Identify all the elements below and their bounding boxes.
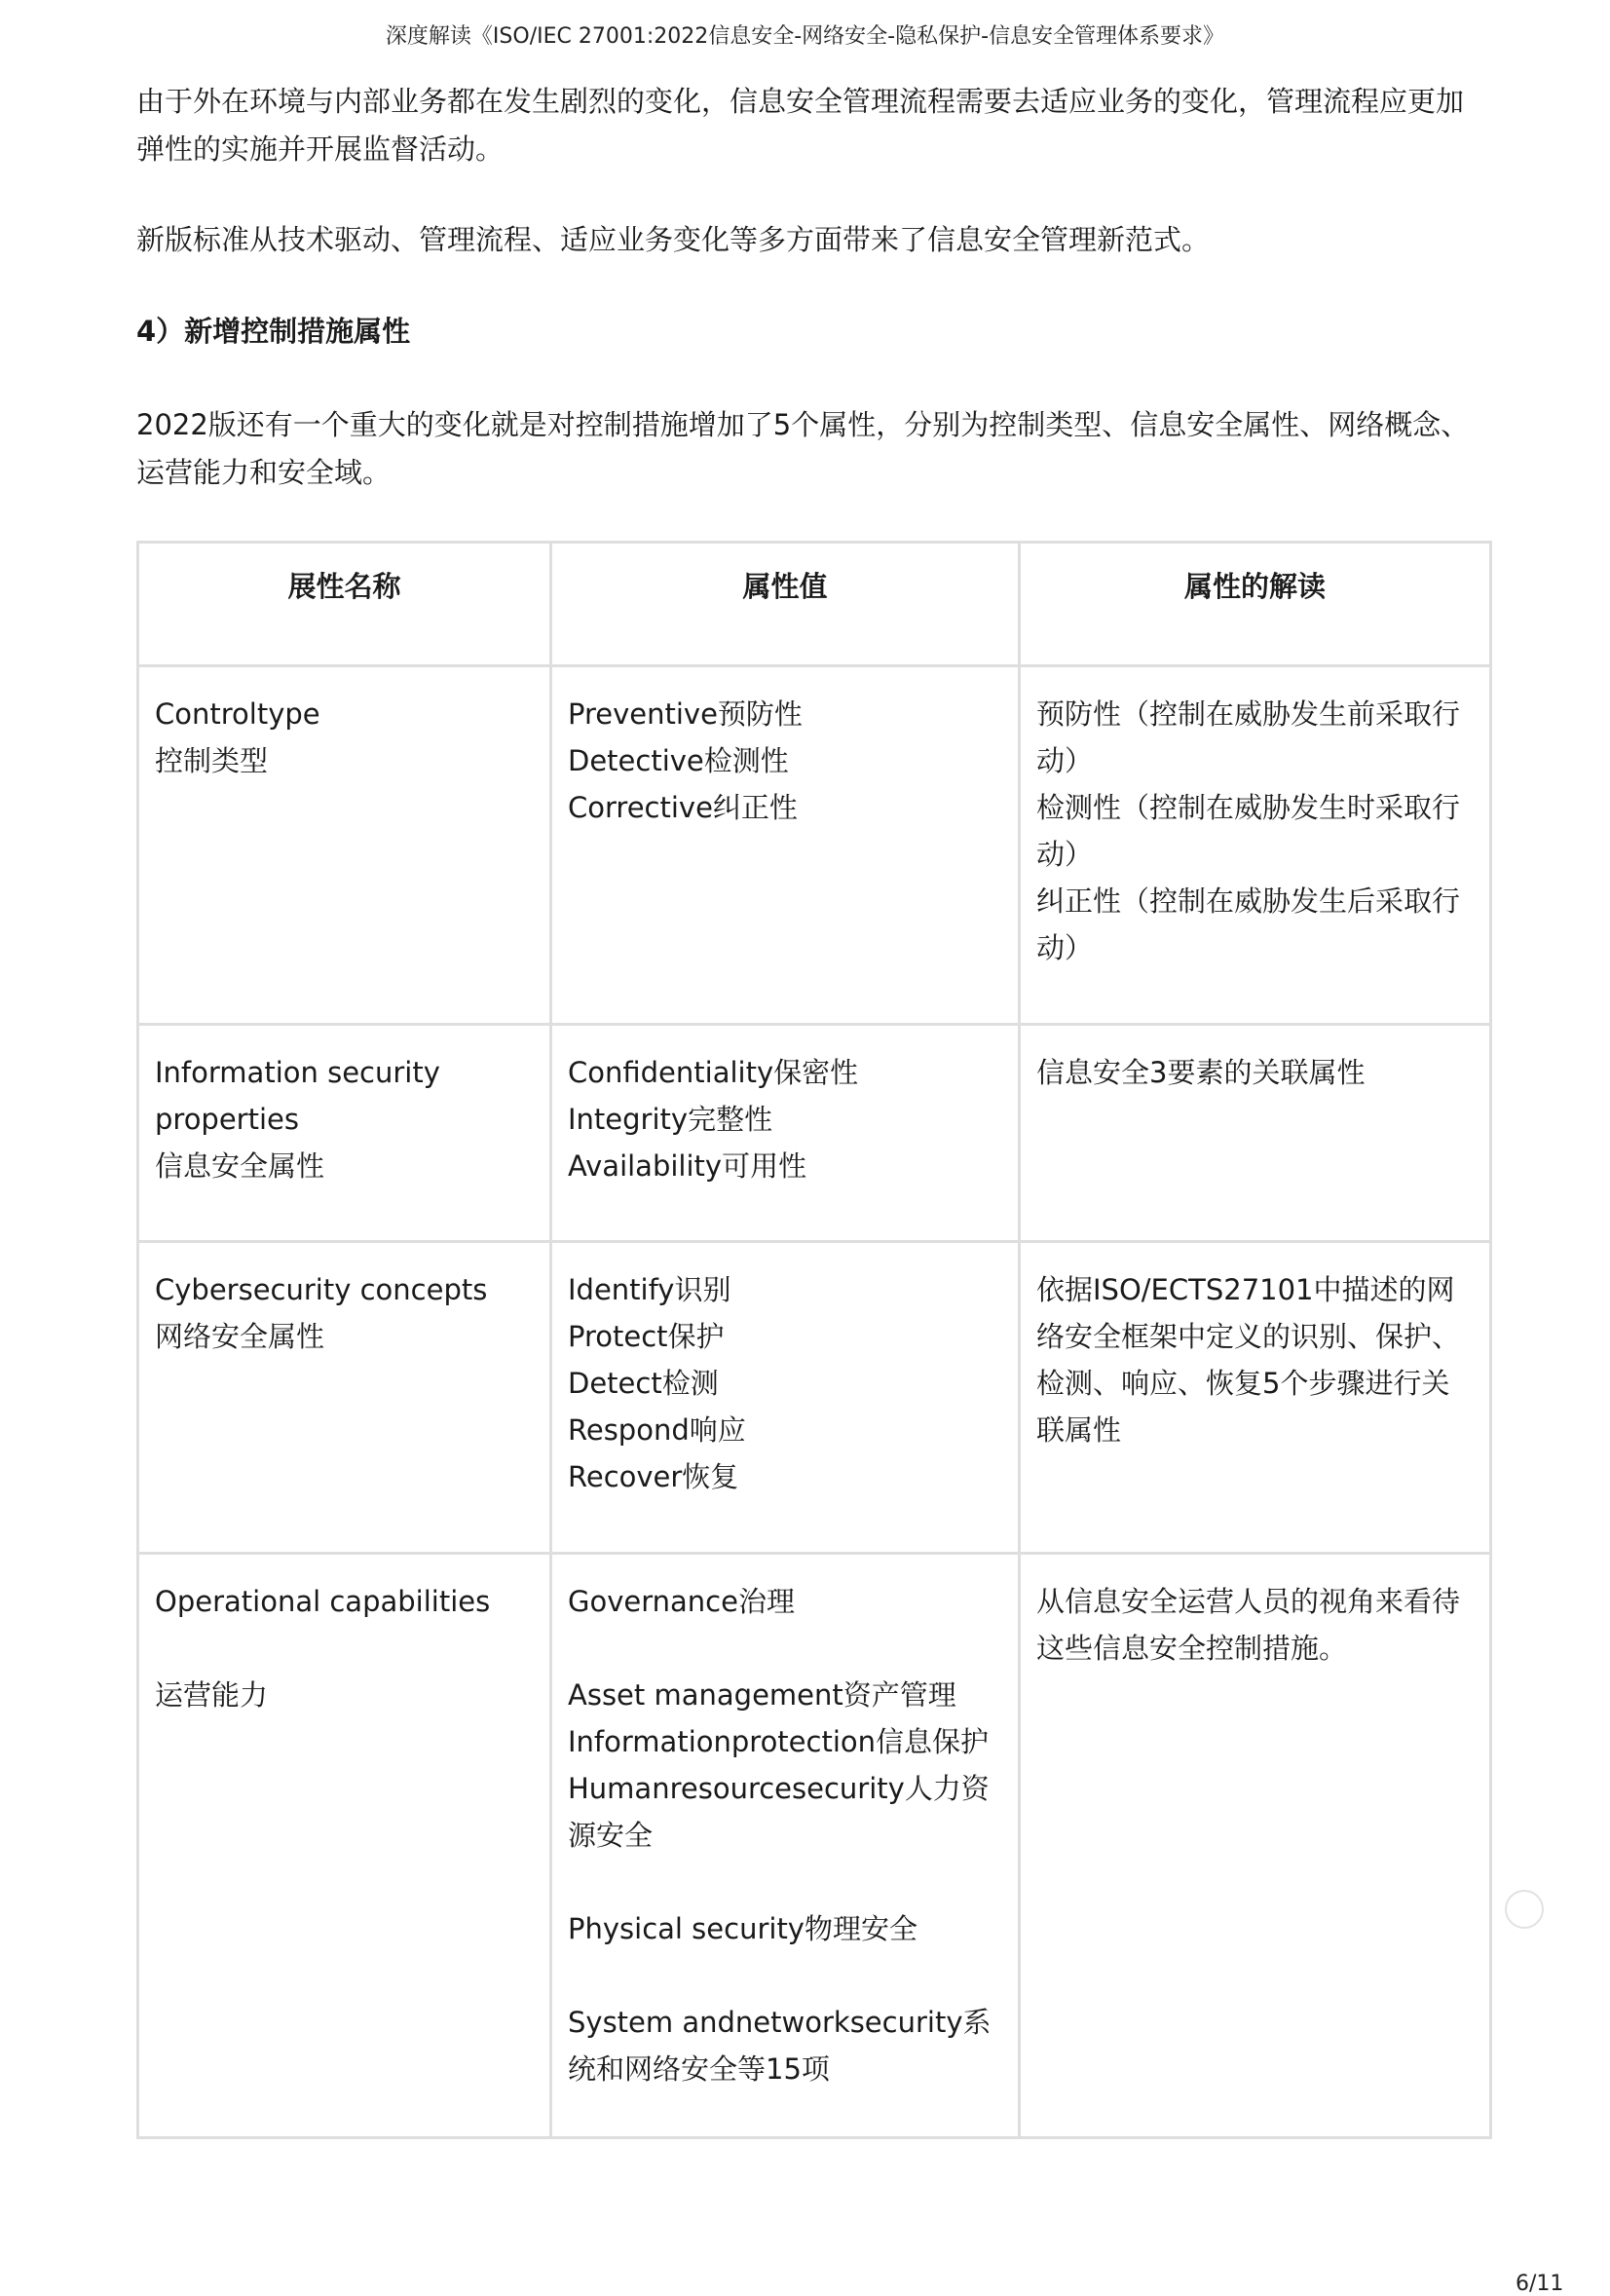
- cell-values-control-type: [551, 666, 1020, 1025]
- cell-name-operational-capabilities: [138, 1554, 551, 2138]
- section-heading-control-attributes: 4）新增控制措施属性: [136, 315, 411, 348]
- cell-name-infosec-properties: [138, 1025, 551, 1242]
- page-number: 6/11: [1516, 2272, 1564, 2296]
- table-row-control-type: [138, 666, 1491, 1025]
- value-governance: Governance治理: [568, 1585, 795, 1618]
- scroll-to-top-icon[interactable]: [1505, 1890, 1544, 1929]
- cell-interpretation-control-type: [1020, 666, 1491, 1025]
- cell-values-cybersecurity-concepts: [551, 1242, 1020, 1554]
- value-identify: Identify识别: [568, 1273, 731, 1306]
- paragraph-five-attributes: 2022版还有一个重大的变化就是对控制措施增加了5个属性，分别为控制类型、信息安全属性、网络概念、运营能力和安全域。: [136, 408, 1470, 489]
- table-header-row: [138, 543, 1491, 666]
- cell-values-infosec-properties: [551, 1025, 1020, 1242]
- value-preventive: Preventive预防性: [568, 697, 803, 731]
- interpretation-operations-view: 从信息安全运营人员的视角来看待这些信息安全控制措施。: [1036, 1585, 1461, 1665]
- value-integrity: Integrity完整性: [568, 1103, 773, 1136]
- name-zh: 信息安全属性: [155, 1149, 325, 1183]
- interpretation-preventive: 预防性（控制在威胁发生前采取行动）: [1036, 697, 1461, 777]
- value-system-network-security: System andnetworksecurity系统和网络安全等15项: [568, 2006, 992, 2086]
- interpretation-cia: 信息安全3要素的关联属性: [1036, 1056, 1366, 1089]
- table-row-operational-capabilities: [138, 1554, 1491, 2138]
- table-row-cybersecurity-concepts: [138, 1242, 1491, 1554]
- name-en: Operational capabilities: [155, 1585, 491, 1618]
- value-detective: Detective检测性: [568, 744, 789, 777]
- name-en: Information security properties: [155, 1056, 440, 1136]
- name-zh: 网络安全属性: [155, 1320, 325, 1353]
- header-attribute-value: 属性值: [551, 543, 1020, 666]
- cell-interpretation-infosec-properties: [1020, 1025, 1491, 1242]
- value-physical-security: Physical security物理安全: [568, 1912, 917, 1945]
- table-row-infosec-properties: [138, 1025, 1491, 1242]
- value-confidentiality: Confidentiality保密性: [568, 1056, 859, 1089]
- name-en: Cybersecurity concepts: [155, 1273, 488, 1306]
- value-recover: Recover恢复: [568, 1460, 739, 1493]
- value-availability: Availability可用性: [568, 1149, 807, 1183]
- document-header-title: 深度解读《ISO/IEC 27001:2022信息安全-网络安全-隐私保护-信息安全管理体系要求》: [385, 24, 1225, 49]
- value-corrective: Corrective纠正性: [568, 791, 798, 824]
- value-information-protection: Informationprotection信息保护: [568, 1725, 990, 1758]
- value-protect: Protect保护: [568, 1320, 725, 1353]
- name-zh: 控制类型: [155, 744, 269, 777]
- header-attribute-interpretation: 属性的解读: [1020, 543, 1491, 666]
- value-human-resource-security: Humanresourcesecurity人力资源安全: [568, 1772, 990, 1852]
- value-respond: Respond响应: [568, 1413, 746, 1447]
- cell-name-control-type: [138, 666, 551, 1025]
- name-zh: 运营能力: [155, 1678, 269, 1712]
- name-en: Controltype: [155, 697, 320, 731]
- interpretation-corrective: 纠正性（控制在威胁发生后采取行动）: [1036, 885, 1461, 964]
- interpretation-detective: 检测性（控制在威胁发生时采取行动）: [1036, 791, 1461, 871]
- attributes-table: [136, 541, 1492, 2139]
- paragraph-new-paradigm: 新版标准从技术驱动、管理流程、适应业务变化等多方面带来了信息安全管理新范式。: [136, 223, 1211, 256]
- paragraph-environment-change: 由于外在环境与内部业务都在发生剧烈的变化，信息安全管理流程需要去适应业务的变化，管理流程应更加弹性的实施并开展监督活动。: [136, 85, 1465, 166]
- header-attribute-name: 展性名称: [138, 543, 551, 666]
- interpretation-framework: 依据ISO/ECTS27101中描述的网络安全框架中定义的识别、保护、检测、响应、恢复5个步骤进行关联属性: [1036, 1273, 1461, 1447]
- value-asset-management: Asset management资产管理: [568, 1678, 956, 1712]
- value-detect: Detect检测: [568, 1367, 719, 1400]
- cell-interpretation-operational-capabilities: [1020, 1554, 1491, 2138]
- cell-values-operational-capabilities: [551, 1554, 1020, 2138]
- cell-interpretation-cybersecurity-concepts: [1020, 1242, 1491, 1554]
- cell-name-cybersecurity-concepts: [138, 1242, 551, 1554]
